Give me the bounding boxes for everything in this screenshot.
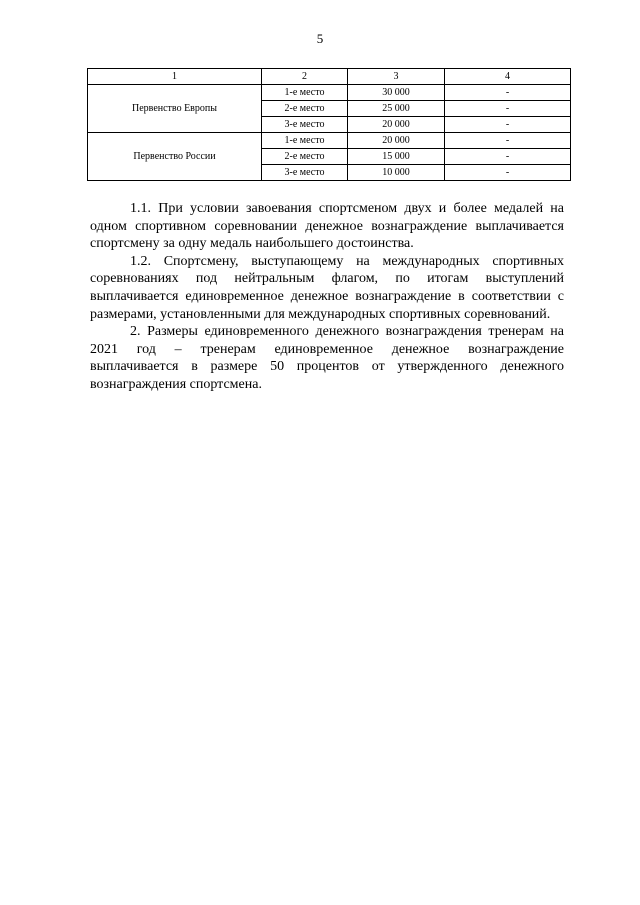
competition-cell: Первенство России [88,133,262,181]
place-cell: 1-е место [262,85,348,101]
column-header: 2 [262,69,348,85]
amount-cell: 10 000 [348,165,445,181]
extra-cell: - [445,133,571,149]
extra-cell: - [445,117,571,133]
amount-cell: 25 000 [348,101,445,117]
column-header: 4 [445,69,571,85]
column-header: 3 [348,69,445,85]
extra-cell: - [445,149,571,165]
competition-cell: Первенство Европы [88,85,262,133]
table-row [88,85,571,101]
amount-cell: 20 000 [348,117,445,133]
paragraph-1-1: 1.1. При условии завоевания спортсменом двух и более медалей на одном спортивном соревновании денежное вознаграждение выплачивается спортсмену за одну медаль наибольшего достоинства. [90,201,564,252]
place-cell: 2-е место [262,149,348,165]
table-row [88,133,571,149]
column-header: 1 [88,69,262,85]
document-body [90,200,564,394]
place-cell: 3-е место [262,165,348,181]
table-header-row [88,69,571,85]
extra-cell: - [445,85,571,101]
place-cell: 3-е место [262,117,348,133]
amount-cell: 30 000 [348,85,445,101]
paragraph-2: 2. Размеры единовременного денежного вознаграждения тренерам на 2021 год – тренерам единовременное денежное вознаграждение выплачивается в размере 50 процентов от утвержденного денежного вознаграждения спортсмена. [90,324,564,392]
place-cell: 1-е место [262,133,348,149]
extra-cell: - [445,101,571,117]
amount-cell: 15 000 [348,149,445,165]
paragraph-1-2: 1.2. Спортсмену, выступающему на международных спортивных соревнованиях под нейтральным флагом, по итогам выступлений выплачивается единовременное денежное вознаграждение в соответствии с размерами, установленными для международных спортивных соревнований. [90,253,564,322]
extra-cell: - [445,165,571,181]
amount-cell: 20 000 [348,133,445,149]
page-number: 5 [316,31,324,46]
awards-table [87,68,571,181]
place-cell: 2-е место [262,101,348,117]
